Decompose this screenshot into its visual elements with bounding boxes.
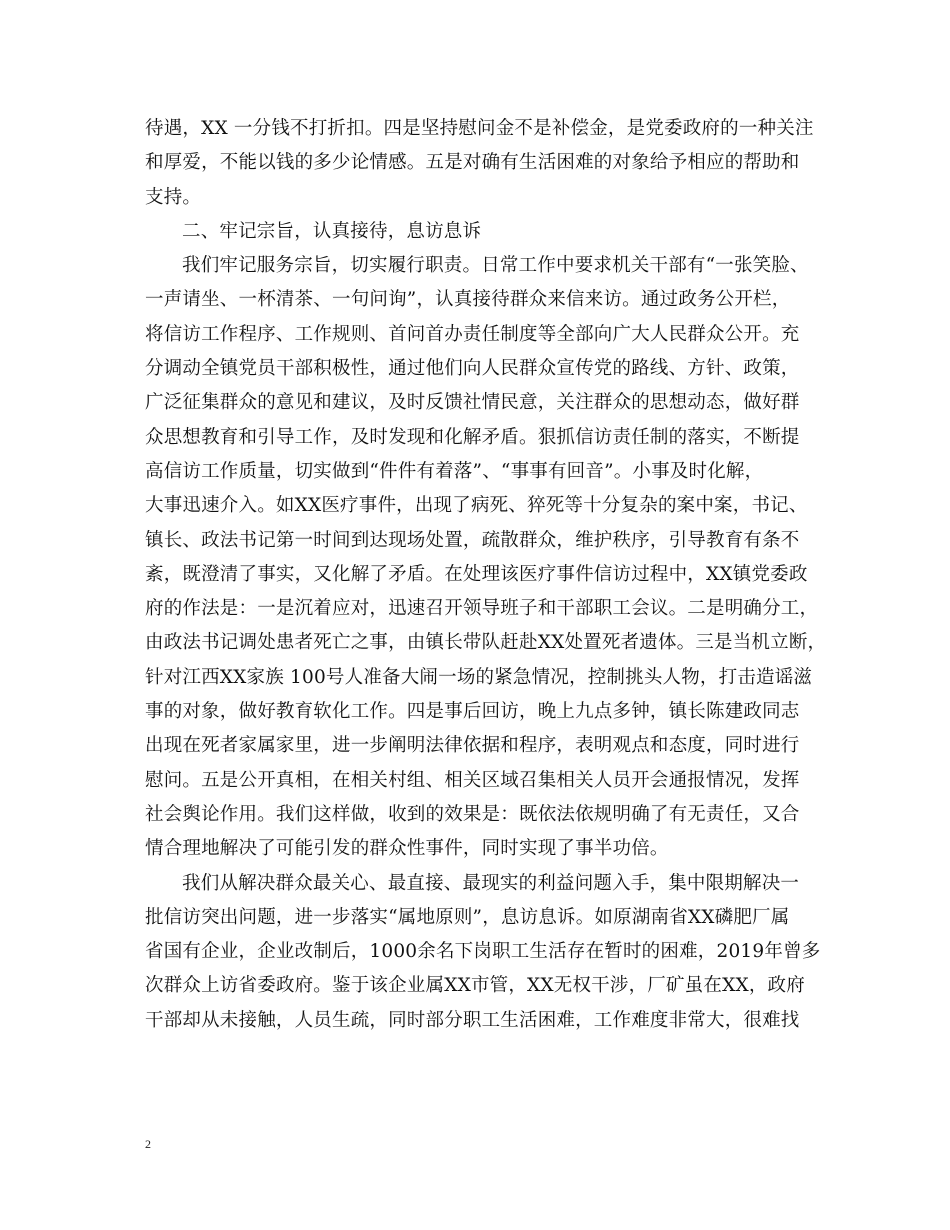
text-line: 批信访突出问题，进一步落实“属地原则”，息访息诉。如原湖南省XX磷肥厂属 bbox=[145, 906, 790, 928]
text-line: 慰问。五是公开真相，在相关村组、相关区域召集相关人员开会通报情况，发挥 bbox=[145, 769, 800, 791]
text-line: 省国有企业，企业改制后，1000余名下岗职工生活存在暂时的困难，2019年曾多 bbox=[145, 941, 821, 963]
text-line: 府的作法是：一是沉着应对，迅速召开领导班子和干部职工会议。二是明确分工， bbox=[145, 598, 819, 620]
text-line: 广泛征集群众的意见和建议，及时反馈社情民意，关注群众的思想动态，做好群 bbox=[145, 392, 800, 414]
section-heading: 二、牢记宗旨，认真接待，息访息诉 bbox=[182, 220, 482, 242]
text-line: 事的对象，做好教育软化工作。四是事后回访，晚上九点多钟，镇长陈建政同志 bbox=[145, 701, 800, 723]
text-line: 和厚爱，不能以钱的多少论情感。五是对确有生活困难的对象给予相应的帮助和 bbox=[145, 152, 800, 174]
text-line: 针对江西XX家族 100号人准备大闹一场的紧急情况，控制挑头人物，打击造谣滋 bbox=[145, 666, 813, 688]
text-line: 将信访工作程序、工作规则、首问首办责任制度等全部向广大人民群众公开。充 bbox=[145, 323, 800, 345]
page-number: 2 bbox=[145, 1137, 151, 1151]
text-line: 次群众上访省委政府。鉴于该企业属XX市管，XX无权干涉，厂矿虽在XX，政府 bbox=[145, 975, 805, 997]
text-line: 分调动全镇党员干部积极性，通过他们向人民群众宣传党的路线、方针、政策， bbox=[145, 358, 800, 380]
text-line: 大事迅速介入。如XX医疗事件，出现了病死、猝死等十分复杂的案中案，书记、 bbox=[145, 495, 808, 517]
text-line: 高信访工作质量，切实做到“件件有着落”、“事事有回音”。小事及时化解， bbox=[145, 460, 764, 482]
body-text bbox=[145, 112, 827, 1038]
text-line: 出现在死者家属家里，进一步阐明法律依据和程序，表明观点和态度，同时进行 bbox=[145, 735, 800, 757]
text-line: 一声请坐、一杯清茶、一句问询”，认真接待群众来信来访。通过政务公开栏， bbox=[145, 289, 791, 311]
text-line: 紊，既澄清了事实，又化解了矛盾。在处理该医疗事件信访过程中，XX镇党委政 bbox=[145, 563, 808, 585]
text-line: 我们牢记服务宗旨，切实履行职责。日常工作中要求机关干部有“一张笑脸、 bbox=[182, 255, 809, 277]
text-line: 我们从解决群众最关心、最直接、最现实的利益问题入手，集中限期解决一 bbox=[182, 872, 800, 894]
text-line: 众思想教育和引导工作，及时发现和化解矛盾。狠抓信访责任制的落实，不断提 bbox=[145, 426, 800, 448]
text-line: 待遇，XX 一分钱不打折扣。四是坚持慰问金不是补偿金，是党委政府的一种关注 bbox=[145, 118, 814, 139]
text-line: 社会舆论作用。我们这样做，收到的效果是：既依法依规明确了有无责任，又合 bbox=[145, 803, 800, 825]
text-line: 镇长、政法书记第一时间到达现场处置，疏散群众，维护秩序，引导教育有条不 bbox=[145, 529, 800, 551]
text-line: 干部却从未接触，人员生疏，同时部分职工生活困难，工作难度非常大，很难找 bbox=[145, 1009, 800, 1031]
text-line: 支持。 bbox=[145, 186, 202, 208]
text-line: 由政法书记调处患者死亡之事，由镇长带队赶赴XX处置死者遗体。三是当机立断， bbox=[145, 632, 827, 654]
text-line: 情合理地解决了可能引发的群众性事件，同时实现了事半功倍。 bbox=[145, 838, 669, 860]
